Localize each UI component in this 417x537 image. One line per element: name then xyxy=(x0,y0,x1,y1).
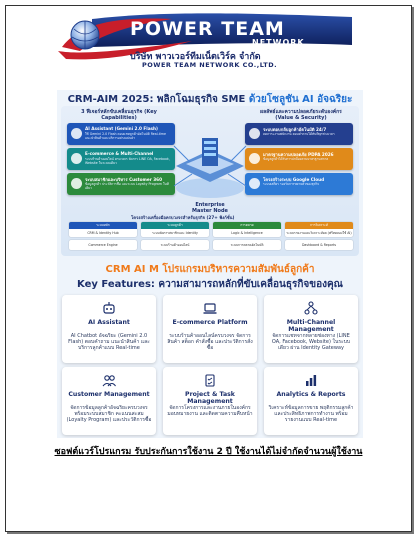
value-card-pdpa xyxy=(245,148,353,170)
feature-desc: AI Chatbot อัจฉริยะ (Gemini 2.0 Flash) ตอบคำถาม แนะนำสินค้า และบริการลูกค้าแบบ Real-time xyxy=(68,333,150,351)
value-card-title: มาตรฐานความปลอดภัย PDPA 2026 xyxy=(263,152,334,157)
poster-title-accent: ด้วยโซลูชัน AI อัจฉริยะ xyxy=(248,94,353,105)
network-icon xyxy=(304,301,318,315)
tool-card: ระบบลูกค้า ระบบจัดการสมาชิกและ Identity xyxy=(141,222,209,237)
feature-title: Multi-Channel Management xyxy=(286,319,336,333)
value-card-desc: ข้อมูลลูกค้าได้รับการปกป้องตามมาตรฐานสากล xyxy=(263,157,329,161)
company-logo xyxy=(52,11,362,71)
capability-card-title: AI Assistant (Gemini 2.0 Flash) xyxy=(85,126,158,131)
cart-icon xyxy=(71,153,82,164)
feature-desc: จัดการแชทจากหลายช่องทาง (LINE OA, Facebook, Website) ในระบบเดียว ผ่าน Identity Gateway xyxy=(271,333,351,351)
center-node-label: Enterprise Master Node xyxy=(192,202,228,214)
crm-heading: CRM AI M โปรแกรมบริหารความสัมพันธ์ลูกค้า xyxy=(105,264,315,275)
laptop-icon xyxy=(203,301,217,315)
logo-brand-line1: POWER TEAM xyxy=(130,18,285,40)
capability-card-desc: ข้อมูลลูกค้า ประวัติการซื้อ และระบบ Loyalty Program ในที่เดียว xyxy=(85,182,169,190)
tool-row-title: โครงสร้างเครื่องมือครบวงจรสำหรับธุรกิจ (27+ ฟังก์ชั่น) xyxy=(131,215,235,220)
feature-title: Analytics & Reports xyxy=(276,391,346,398)
feature-title: Customer Management xyxy=(68,391,150,398)
feature-card-multichannel xyxy=(264,295,358,363)
capability-card-ecommerce xyxy=(67,148,175,170)
license-caption: ซอฟต์แวร์โปรแกรม รับประกันการใช้งาน 2 ปี ใช้งานได้ไม่จำกัดจำนวนผู้ใช้งาน xyxy=(54,447,363,457)
capability-card-title: ระบบสมาชิกและบริหาร Customer 360 xyxy=(85,177,162,182)
feature-title: E-commerce Platform xyxy=(172,319,248,326)
value-card-desc: ลดภาระงานพนักงาน ตอบคำถามได้ทันทีทุกช่วงเวลา xyxy=(263,132,335,136)
capability-card-customer xyxy=(67,173,175,195)
logo-english-name: POWER TEAM NETWORK CO.,LTD. xyxy=(142,61,278,69)
tool-card: การวิเคราะห์ ระบบรายงานและวิเคราะห์ผล (ฟรีทดลองใช้ AI) xyxy=(286,223,352,235)
master-node-graphic xyxy=(170,126,250,206)
logo-brand-line2: NETWORK xyxy=(252,38,305,47)
value-card-title: โครงสร้างระบบ Google Cloud xyxy=(263,177,325,182)
feature-card-ai-assistant xyxy=(62,295,156,363)
shield-icon xyxy=(249,128,260,139)
capability-card-title: E-commerce & Multi-Channel xyxy=(85,151,154,156)
tool-card-secondary: ระบบร้านค้าออนไลน์ xyxy=(141,240,209,250)
people-icon xyxy=(71,178,82,189)
value-security-heading: ผลลัพธ์และความปลอดภัยระดับองค์กร (Value & Security) xyxy=(260,109,342,121)
value-card-automation xyxy=(245,123,353,145)
value-card-desc: ระบบเสถียร รองรับการขยายตัวของธุรกิจ xyxy=(263,182,320,186)
feature-card-customer xyxy=(62,367,156,435)
capability-card-desc: ใช้ Gemini 2.0 Flash ตอบแชทลูกค้าอัตโนมัติ Real-time แนะนำสินค้าและบริการอย่างแม่นยำ xyxy=(85,132,166,140)
clipboard-icon xyxy=(203,373,217,387)
tool-card-secondary: Commerce Engine xyxy=(69,240,137,250)
tool-card: การตลาด Logic & Intelligence xyxy=(213,222,281,237)
feature-card-analytics xyxy=(264,367,358,435)
poster-title xyxy=(57,92,363,107)
bar-chart-icon xyxy=(304,373,318,387)
tool-card-secondary: ระบบการตลาดอัตโนมัติ xyxy=(213,240,281,250)
tool-card: ระบบหลัก CRM & Identity Hub xyxy=(69,222,137,237)
logo-thai-name: บริษัท พาวเวอร์ทีมเน็ตเวิร์ค จำกัด xyxy=(130,52,261,62)
feature-desc: จัดการข้อมูลลูกค้าอัจฉริยะครบวงจร พร้อมระบบสมาชิก คะแนนสะสม (Loyalty Program) และประวัติการซื้อ xyxy=(66,405,152,423)
feature-desc: วิเคราะห์ข้อมูลการขาย พฤติกรรมลูกค้า และประสิทธิภาพการทำงาน พร้อมรายงานแบบ Real-time xyxy=(268,405,354,423)
value-card-cloud xyxy=(245,173,353,195)
value-card-title: ระบบตอบกลับลูกค้าอัตโนมัติ 24/7 xyxy=(263,127,327,132)
tool-card-secondary: Dashboard & Reports xyxy=(285,240,353,250)
robot-icon xyxy=(71,128,82,139)
capability-card-desc: ระบบร้านค้าออนไลน์ ครบวงจร จัดการ LINE OA, Facebook, Website ในระบบเดียว xyxy=(85,157,170,165)
capability-card-ai xyxy=(67,123,175,145)
users-icon xyxy=(102,373,116,387)
feature-desc: ระบบร้านค้าออนไลน์ครบวงจร จัดการสินค้า สต็อก คำสั่งซื้อ และประวัติการสั่งซื้อ xyxy=(167,333,253,351)
key-capabilities-heading: 3 ฟีเจอร์หลักขับเคลื่อนธุรกิจ (Key Capabilities) xyxy=(81,109,157,121)
feature-title: AI Assistant xyxy=(88,319,130,326)
poster-title-prefix: CRM-AIM 2025: พลิกโฉมธุรกิจ SME xyxy=(67,94,246,105)
feature-desc: จัดการโครงการและงานภายในองค์กร มอบหมายงาน และติดตามความคืบหน้า xyxy=(167,405,253,417)
badge-icon xyxy=(249,153,260,164)
feature-card-ecommerce xyxy=(163,295,257,363)
architecture-infographic xyxy=(61,106,359,256)
cloud-icon xyxy=(249,178,260,189)
feature-title: Project & Task Management xyxy=(185,391,235,405)
robot-icon xyxy=(102,301,116,315)
feature-card-project xyxy=(163,367,257,435)
product-poster xyxy=(57,90,363,438)
key-features-heading: Key Features: ความสามารถหลักที่ขับเคลื่อนธุรกิจของคุณ xyxy=(77,279,343,290)
